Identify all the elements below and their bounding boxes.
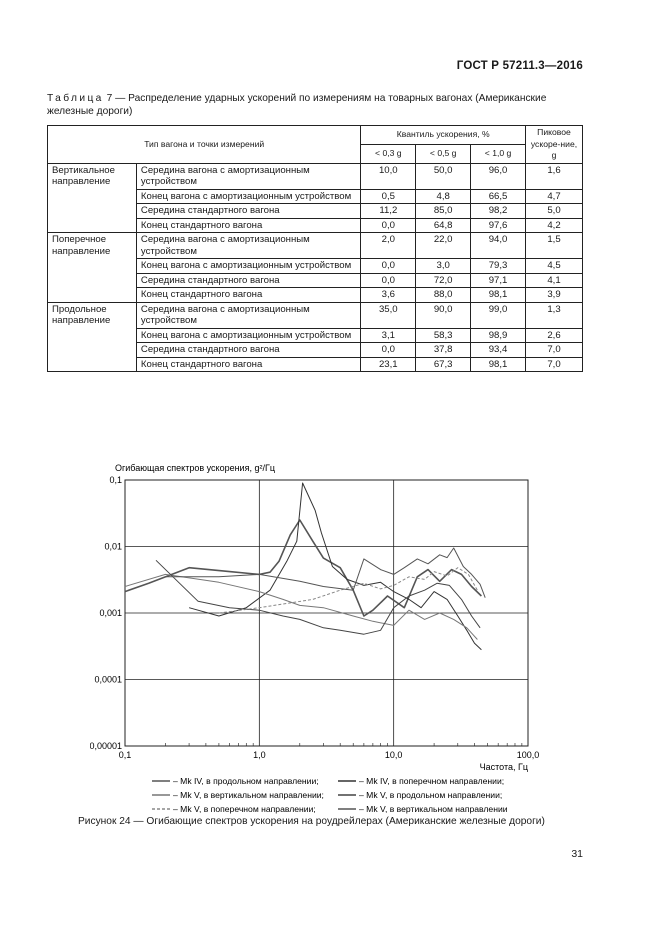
legend-entry: – Mk V, в вертикальном направлении;	[173, 790, 324, 800]
row-q3: 98,9	[471, 328, 526, 343]
row-q3: 98,1	[471, 288, 526, 303]
row-q3: 97,1	[471, 273, 526, 288]
row-peak: 7,0	[526, 343, 583, 358]
series-line	[125, 574, 477, 639]
row-q3: 93,4	[471, 343, 526, 358]
header-peak: Пиковое ускоре-ние, g	[526, 126, 583, 164]
row-point: Середина вагона с амортизационным устройством	[136, 163, 360, 189]
header-q2: < 0,5 g	[416, 144, 471, 163]
row-q1: 0,5	[361, 189, 416, 204]
group-name: Продольное направление	[48, 302, 137, 372]
row-q3: 66,5	[471, 189, 526, 204]
row-peak: 1,3	[526, 302, 583, 328]
table-caption-word: Таблица	[47, 93, 104, 104]
chart-svg	[90, 458, 560, 828]
distribution-table	[47, 125, 583, 372]
row-q3: 79,3	[471, 259, 526, 274]
row-q1: 0,0	[361, 259, 416, 274]
row-peak: 1,5	[526, 233, 583, 259]
row-q3: 94,0	[471, 233, 526, 259]
row-point: Середина вагона с амортизационным устройством	[136, 302, 360, 328]
row-q1: 23,1	[361, 357, 416, 372]
series-line	[125, 520, 481, 616]
y-tick-label: 0,1	[109, 475, 122, 485]
row-q2: 90,0	[416, 302, 471, 328]
row-point: Середина стандартного вагона	[136, 204, 360, 219]
row-q1: 3,6	[361, 288, 416, 303]
row-point: Конец вагона с амортизационным устройством	[136, 259, 360, 274]
row-peak: 4,7	[526, 189, 583, 204]
series-line	[165, 548, 485, 598]
figure-caption: Рисунок 24 — Огибающие спектров ускорения на роудрейлерах (Американские железные дороги)	[78, 816, 545, 827]
row-q2: 4,8	[416, 189, 471, 204]
legend-entry: – Mk V, в поперечном направлении;	[173, 804, 316, 814]
row-q2: 64,8	[416, 218, 471, 233]
row-q1: 3,1	[361, 328, 416, 343]
header-q3: < 1,0 g	[471, 144, 526, 163]
table-row	[48, 163, 583, 189]
y-axis-label: Огибающая спектров ускорения, g²/Гц	[115, 463, 275, 473]
row-q3: 97,6	[471, 218, 526, 233]
row-peak: 3,9	[526, 288, 583, 303]
group-name: Поперечное направление	[48, 233, 137, 303]
x-tick-label: 0,1	[118, 750, 132, 760]
row-q1: 11,2	[361, 204, 416, 219]
header-quantile: Квантиль ускорения, %	[361, 126, 526, 145]
row-point: Середина стандартного вагона	[136, 343, 360, 358]
legend-entry: – Mk IV, в поперечном направлении;	[359, 776, 505, 786]
x-tick-label: 100,0	[516, 750, 540, 760]
header-type: Тип вагона и точки измерений	[48, 126, 361, 164]
table-caption-number: 7	[106, 93, 113, 104]
row-q2: 22,0	[416, 233, 471, 259]
group-name: Вертикальное направление	[48, 163, 137, 233]
row-q3: 98,2	[471, 204, 526, 219]
row-peak: 1,6	[526, 163, 583, 189]
y-tick-label: 0,001	[99, 608, 122, 618]
table-caption-text: — Распределение ударных ускорений по измерениям на товарных вагонах (Американские железные дороги)	[47, 93, 547, 117]
header-q1: < 0,3 g	[361, 144, 416, 163]
row-point: Конец стандартного вагона	[136, 357, 360, 372]
row-q1: 10,0	[361, 163, 416, 189]
row-q2: 50,0	[416, 163, 471, 189]
y-tick-label: 0,0001	[94, 674, 122, 685]
table-row	[48, 302, 583, 328]
row-q3: 99,0	[471, 302, 526, 328]
legend-entry: – Mk V, в продольном направлении;	[359, 790, 503, 800]
row-peak: 4,5	[526, 259, 583, 274]
x-tick-label: 1,0	[253, 750, 266, 760]
row-q1: 35,0	[361, 302, 416, 328]
row-point: Конец стандартного вагона	[136, 288, 360, 303]
row-q2: 37,8	[416, 343, 471, 358]
x-axis-label: Частота, Гц	[479, 762, 528, 772]
row-q1: 0,0	[361, 218, 416, 233]
row-q3: 98,1	[471, 357, 526, 372]
row-q2: 67,3	[416, 357, 471, 372]
x-tick-label: 10,0	[384, 750, 403, 760]
table-row	[48, 233, 583, 259]
page-number: 31	[571, 848, 583, 860]
acceleration-chart	[90, 458, 560, 828]
series-line	[189, 483, 481, 650]
table-caption	[47, 92, 587, 118]
row-q2: 85,0	[416, 204, 471, 219]
row-point: Конец вагона с амортизационным устройством	[136, 189, 360, 204]
row-q1: 0,0	[361, 273, 416, 288]
row-q1: 0,0	[361, 343, 416, 358]
row-point: Середина вагона с амортизационным устройством	[136, 233, 360, 259]
row-peak: 7,0	[526, 357, 583, 372]
legend-entry: – Mk V, в вертикальном направлении	[359, 804, 508, 814]
standard-header: ГОСТ Р 57211.3—2016	[456, 60, 583, 72]
row-q2: 72,0	[416, 273, 471, 288]
row-peak: 4,2	[526, 218, 583, 233]
row-point: Середина стандартного вагона	[136, 273, 360, 288]
legend-entry: – Mk IV, в продольном направлении;	[173, 776, 319, 786]
row-peak: 4,1	[526, 273, 583, 288]
row-peak: 2,6	[526, 328, 583, 343]
row-peak: 5,0	[526, 204, 583, 219]
row-point: Конец вагона с амортизационным устройством	[136, 328, 360, 343]
y-tick-label: 0,01	[104, 541, 122, 552]
row-q2: 88,0	[416, 288, 471, 303]
row-point: Конец стандартного вагона	[136, 218, 360, 233]
row-q2: 3,0	[416, 259, 471, 274]
y-tick-label: 0,00001	[90, 741, 122, 751]
row-q2: 58,3	[416, 328, 471, 343]
row-q3: 96,0	[471, 163, 526, 189]
row-q1: 2,0	[361, 233, 416, 259]
